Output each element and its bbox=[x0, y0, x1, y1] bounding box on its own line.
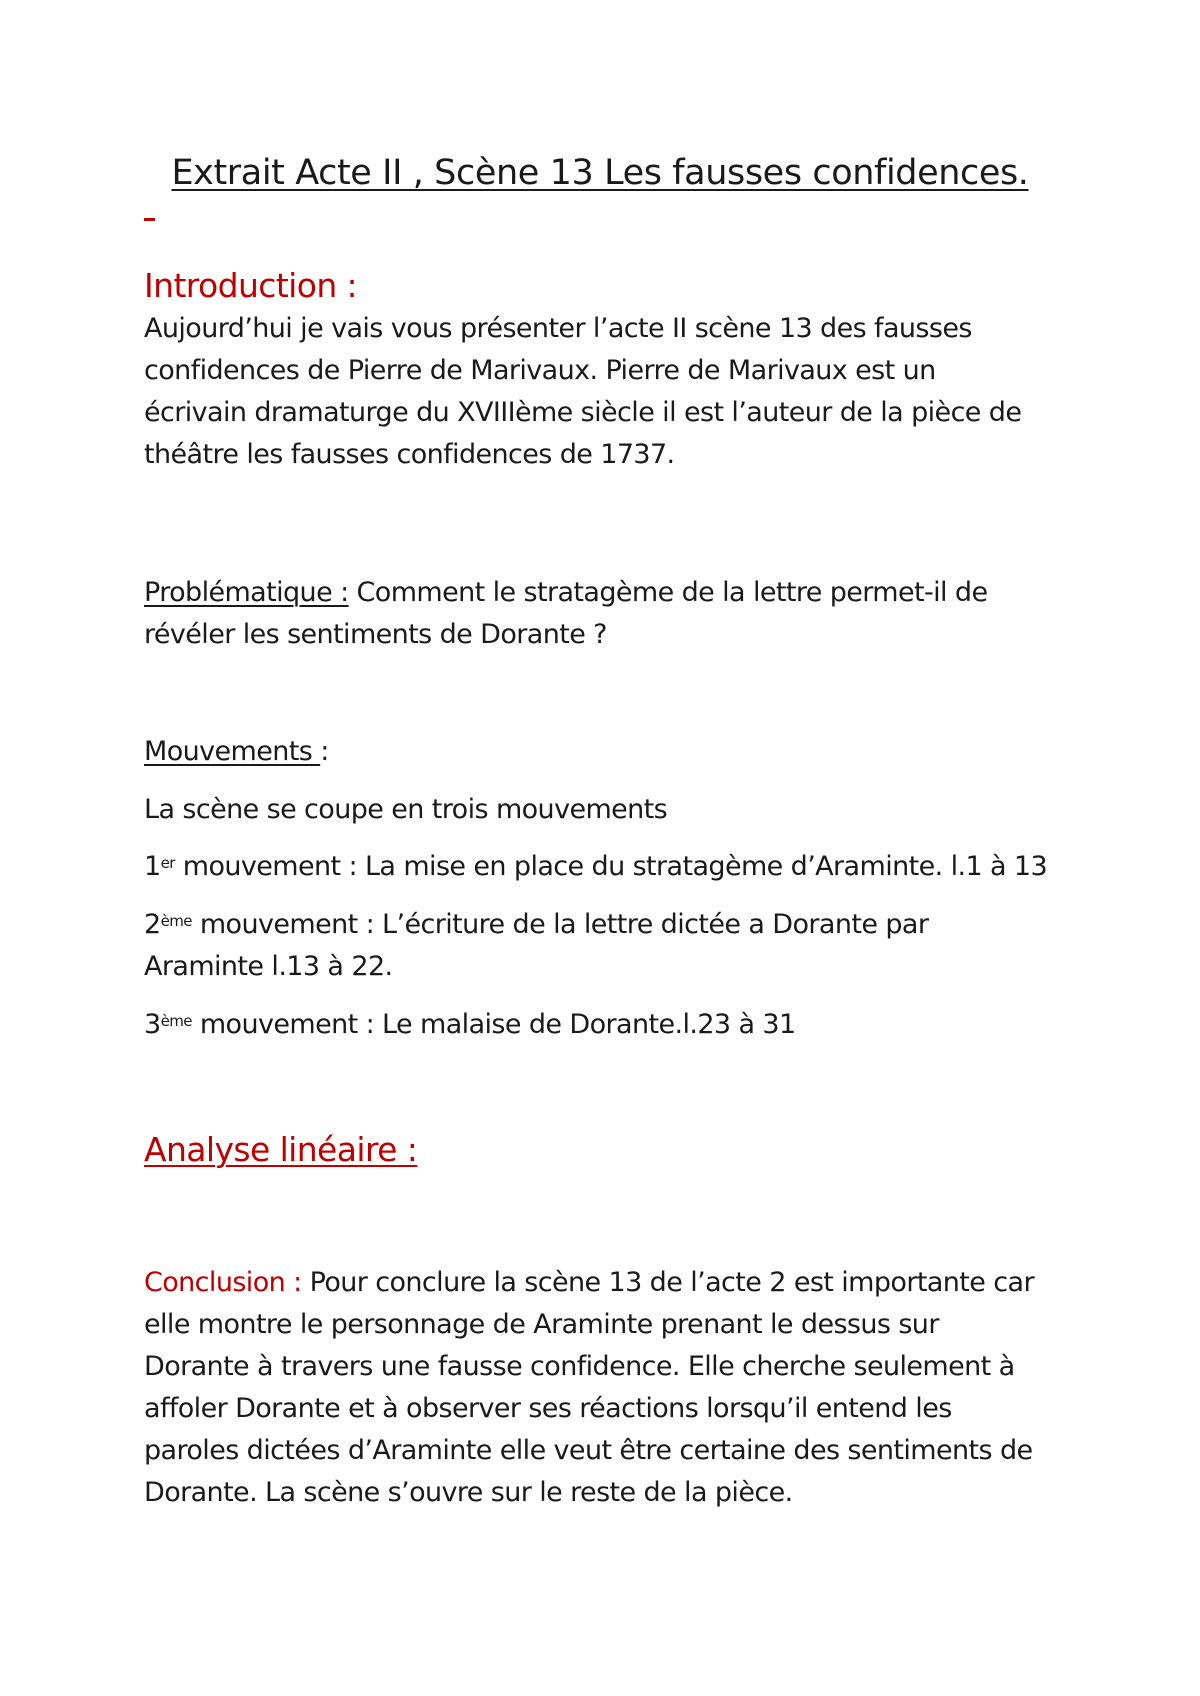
document-title: Extrait Acte II , Scène 13 Les fausses confidences. bbox=[171, 153, 1029, 193]
conclusion-line-2: elle montre le personnage de Araminte prenant le dessus sur bbox=[144, 1309, 939, 1340]
mouvement-2 bbox=[144, 904, 1064, 946]
introduction-heading: Introduction : bbox=[144, 266, 358, 305]
problematique-label: Problématique : bbox=[144, 577, 349, 608]
introduction-line-4: théâtre les fausses confidences de 1737. bbox=[144, 439, 675, 470]
conclusion-line-1 bbox=[144, 1262, 1064, 1304]
mouvements-label-line bbox=[144, 731, 1064, 773]
mouvement-1-number: 1 bbox=[144, 851, 161, 882]
conclusion-line-3: Dorante à travers une fausse confidence. Elle cherche seulement à bbox=[144, 1351, 1015, 1382]
mouvement-1-text: mouvement : La mise en place du stratagème d’Araminte. l.1 à 13 bbox=[174, 851, 1048, 882]
conclusion-line-4: affoler Dorante et à observer ses réactions lorsqu’il entend les bbox=[144, 1393, 952, 1424]
mouvement-2-line-2: Araminte l.13 à 22. bbox=[144, 951, 393, 982]
introduction-line-1: Aujourd’hui je vais vous présenter l’acte II scène 13 des fausses bbox=[144, 313, 972, 344]
mouvement-2-number: 2 bbox=[144, 909, 161, 940]
conclusion-label: Conclusion : bbox=[144, 1267, 302, 1298]
mouvement-1-superscript: er bbox=[160, 854, 175, 872]
conclusion-line-6: Dorante. La scène s’ouvre sur le reste de la pièce. bbox=[144, 1477, 793, 1508]
mouvements-colon: : bbox=[320, 736, 329, 767]
conclusion-text: Pour conclure la scène 13 de l’acte 2 est importante car bbox=[301, 1267, 1034, 1298]
introduction-line-2: confidences de Pierre de Marivaux. Pierre de Marivaux est un bbox=[144, 355, 936, 386]
analyse-heading: Analyse linéaire : bbox=[144, 1130, 418, 1169]
mouvement-3-superscript: ème bbox=[160, 1012, 192, 1030]
mouvement-3 bbox=[144, 1004, 1064, 1046]
problematique-line-2: révéler les sentiments de Dorante ? bbox=[144, 619, 607, 650]
problematique-line-1 bbox=[144, 572, 1064, 614]
red-underline-mark bbox=[144, 218, 155, 221]
mouvements-intro: La scène se coupe en trois mouvements bbox=[144, 794, 668, 825]
mouvement-2-superscript: ème bbox=[160, 912, 192, 930]
introduction-line-3: écrivain dramaturge du XVIIIème siècle il est l’auteur de la pièce de bbox=[144, 397, 1022, 428]
mouvements-label: Mouvements bbox=[144, 736, 321, 767]
mouvement-1 bbox=[144, 846, 1064, 888]
mouvement-2-text: mouvement : L’écriture de la lettre dictée a Dorante par bbox=[191, 909, 929, 940]
mouvement-3-text: mouvement : Le malaise de Dorante.l.23 à 31 bbox=[191, 1009, 796, 1040]
problematique-text: Comment le stratagème de la lettre permet-il de bbox=[348, 577, 988, 608]
conclusion-line-5: paroles dictées d’Araminte elle veut être certaine des sentiments de bbox=[144, 1435, 1033, 1466]
mouvement-3-number: 3 bbox=[144, 1009, 161, 1040]
